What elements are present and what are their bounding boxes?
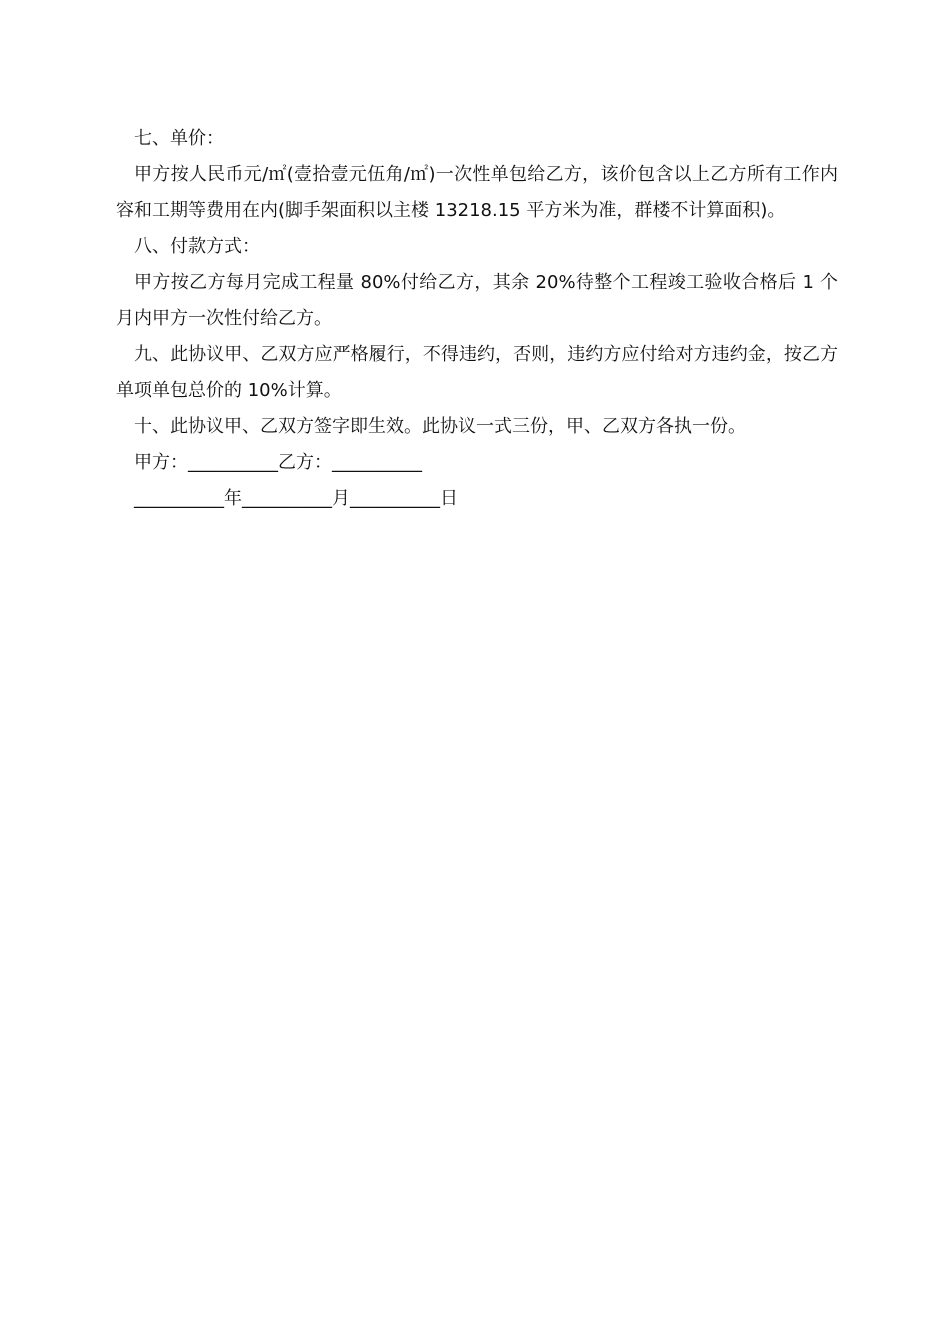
breach-clause-paragraph: 九、此协议甲、乙双方应严格履行，不得违约，否则，违约方应付给对方违约金，按乙方单项单包总价的 10%计算。 (116, 344, 838, 401)
signature-line: 甲方：__________乙方：__________ (134, 452, 422, 473)
unit-price-paragraph: 甲方按人民币元/㎡(壹拾壹元伍角/㎡)一次性单包给乙方，该价包含以上乙方所有工作内容和工期等费用在内(脚手架面积以主楼 13218.15 平方米为准，群楼不计算面积)。 (116, 164, 838, 221)
section-heading-payment-method: 八、付款方式： (134, 236, 260, 257)
date-line: __________年__________月__________日 (134, 488, 458, 509)
effectiveness-clause-paragraph: 十、此协议甲、乙双方签字即生效。此协议一式三份，甲、乙双方各执一份。 (134, 416, 746, 437)
payment-method-paragraph: 甲方按乙方每月完成工程量 80%付给乙方，其余 20%待整个工程竣工验收合格后 1 个月内甲方一次性付给乙方。 (116, 272, 838, 329)
document-body (116, 121, 838, 517)
section-heading-unit-price: 七、单价： (134, 128, 224, 149)
